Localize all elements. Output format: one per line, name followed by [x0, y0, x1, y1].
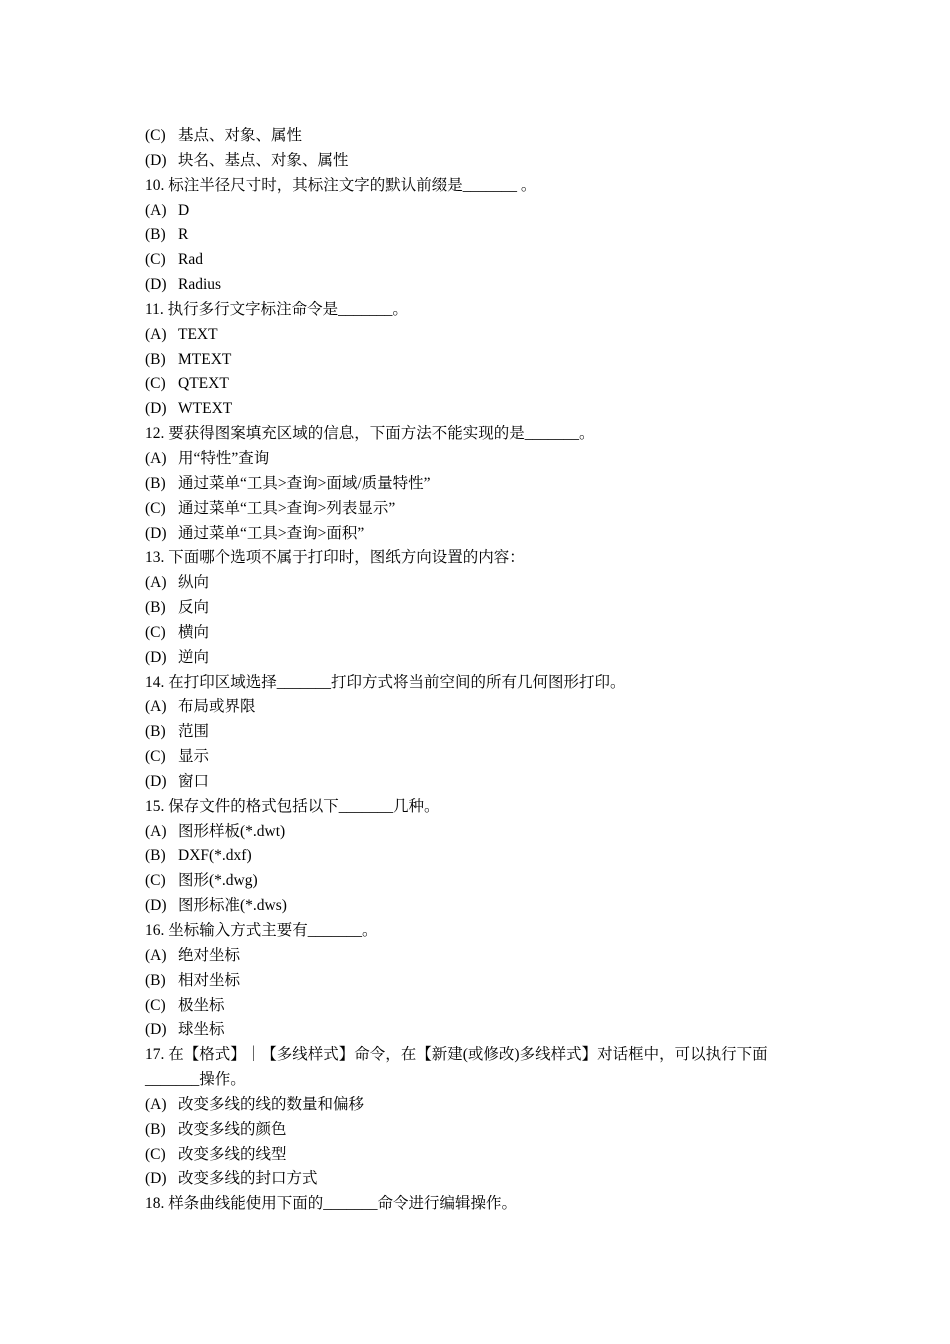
option-label: (A) [145, 449, 167, 467]
option-text: 图形(*.dwg) [178, 872, 258, 890]
option-text: 显示 [178, 748, 210, 766]
option-text: 通过菜单“工具>查询>面域/质量特性” [178, 474, 431, 492]
option-text: MTEXT [178, 350, 232, 368]
answer-option [145, 1167, 815, 1192]
option-label: (C) [145, 996, 166, 1014]
question-text: 18. 样条曲线能使用下面的_______命令进行编辑操作。 [145, 1195, 518, 1213]
answer-option [145, 149, 815, 174]
question-text: 12. 要获得图案填充区域的信息，下面方法不能实现的是_______。 [145, 425, 595, 443]
option-label: (C) [145, 251, 166, 269]
option-text: 布局或界限 [178, 698, 256, 716]
option-text: 逆向 [178, 648, 210, 666]
option-text: 横向 [178, 623, 210, 641]
answer-option [145, 969, 815, 994]
option-text: Radius [178, 276, 222, 294]
answer-option [145, 720, 815, 745]
answer-option [145, 447, 815, 472]
answer-option [145, 199, 815, 224]
option-label: (C) [145, 499, 166, 517]
answer-option [145, 770, 815, 795]
answer-option [145, 944, 815, 969]
option-label: (B) [145, 971, 166, 989]
answer-option [145, 820, 815, 845]
answer-option [145, 348, 815, 373]
option-text: 绝对坐标 [178, 946, 241, 964]
option-text: 反向 [178, 599, 210, 617]
answer-option [145, 1143, 815, 1168]
question-list [145, 124, 815, 1217]
option-label: (D) [145, 524, 167, 542]
question-text: 15. 保存文件的格式包括以下_______几种。 [145, 797, 440, 815]
answer-option [145, 646, 815, 671]
option-label: (A) [145, 574, 167, 592]
option-text: 改变多线的颜色 [178, 1120, 287, 1138]
option-text: 基点、对象、属性 [178, 127, 303, 144]
option-label: (A) [145, 946, 167, 964]
question-text: 14. 在打印区域选择_______打印方式将当前空间的所有几何图形打印。 [145, 673, 626, 691]
option-label: (A) [145, 325, 167, 343]
answer-option [145, 372, 815, 397]
answer-option [145, 1018, 815, 1043]
option-label: (B) [145, 847, 166, 865]
option-text: 纵向 [178, 574, 210, 592]
option-text: 图形样板(*.dwt) [178, 822, 286, 840]
option-label: (C) [145, 1145, 166, 1163]
option-label: (C) [145, 375, 166, 393]
option-text: 改变多线的线的数量和偏移 [178, 1095, 365, 1113]
option-label: (A) [145, 201, 167, 219]
option-label: (B) [145, 226, 166, 244]
option-text: 用“特性”查询 [178, 449, 270, 467]
answer-option [145, 323, 815, 348]
option-label: (B) [145, 350, 166, 368]
answer-option [145, 596, 815, 621]
answer-option [145, 223, 815, 248]
question-text: 13. 下面哪个选项不属于打印时，图纸方向设置的内容： [145, 549, 525, 567]
option-label: (C) [145, 127, 166, 144]
option-label: (B) [145, 723, 166, 741]
option-label: (D) [145, 648, 167, 666]
answer-option [145, 621, 815, 646]
option-text: 球坐标 [178, 1021, 225, 1039]
question-text: 17. 在【格式】｜【多线样式】命令，在【新建(或修改)多线样式】对话框中，可以执行下面_______操作。 [145, 1046, 768, 1089]
option-label: (D) [145, 400, 167, 418]
option-label: (D) [145, 1021, 167, 1039]
option-text: 极坐标 [178, 996, 225, 1014]
option-text: WTEXT [178, 400, 233, 418]
option-label: (A) [145, 822, 167, 840]
option-text: 通过菜单“工具>查询>列表显示” [178, 499, 396, 517]
option-label: (A) [145, 1095, 167, 1113]
option-label: (A) [145, 698, 167, 716]
option-text: D [178, 201, 190, 219]
answer-option [145, 571, 815, 596]
answer-option [145, 397, 815, 422]
option-label: (B) [145, 599, 166, 617]
answer-option [145, 1093, 815, 1118]
question-text: 11. 执行多行文字标注命令是_______。 [145, 300, 408, 318]
answer-option [145, 994, 815, 1019]
option-label: (C) [145, 872, 166, 890]
option-text: 改变多线的封口方式 [178, 1170, 318, 1188]
answer-option [145, 273, 815, 298]
option-text: Rad [178, 251, 203, 269]
question-text: 16. 坐标输入方式主要有_______。 [145, 922, 378, 939]
answer-option [145, 869, 815, 894]
option-text: 范围 [178, 723, 210, 741]
answer-option [145, 894, 815, 919]
option-text: 图形标准(*.dws) [178, 897, 287, 915]
option-text: DXF(*.dxf) [178, 847, 252, 865]
answer-option [145, 248, 815, 273]
option-text: 相对坐标 [178, 971, 241, 989]
answer-option [145, 695, 815, 720]
option-text: 块名、基点、对象、属性 [178, 151, 349, 169]
option-label: (C) [145, 748, 166, 766]
option-text: 窗口 [178, 772, 210, 790]
option-label: (D) [145, 151, 167, 169]
answer-option [145, 124, 815, 149]
option-text: 改变多线的线型 [178, 1145, 287, 1163]
option-text: R [178, 226, 189, 244]
option-label: (B) [145, 1120, 166, 1138]
question-text: 10. 标注半径尺寸时，其标注文字的默认前缀是_______ 。 [145, 176, 537, 194]
option-text: QTEXT [178, 375, 229, 393]
option-label: (D) [145, 772, 167, 790]
option-label: (D) [145, 276, 167, 294]
option-text: 通过菜单“工具>查询>面积” [178, 524, 365, 542]
answer-option [145, 472, 815, 497]
option-text: TEXT [178, 325, 218, 343]
option-label: (C) [145, 623, 166, 641]
answer-option [145, 497, 815, 522]
answer-option [145, 745, 815, 770]
option-label: (B) [145, 474, 166, 492]
answer-option [145, 844, 815, 869]
option-label: (D) [145, 897, 167, 915]
answer-option [145, 1118, 815, 1143]
option-label: (D) [145, 1170, 167, 1188]
answer-option [145, 522, 815, 547]
